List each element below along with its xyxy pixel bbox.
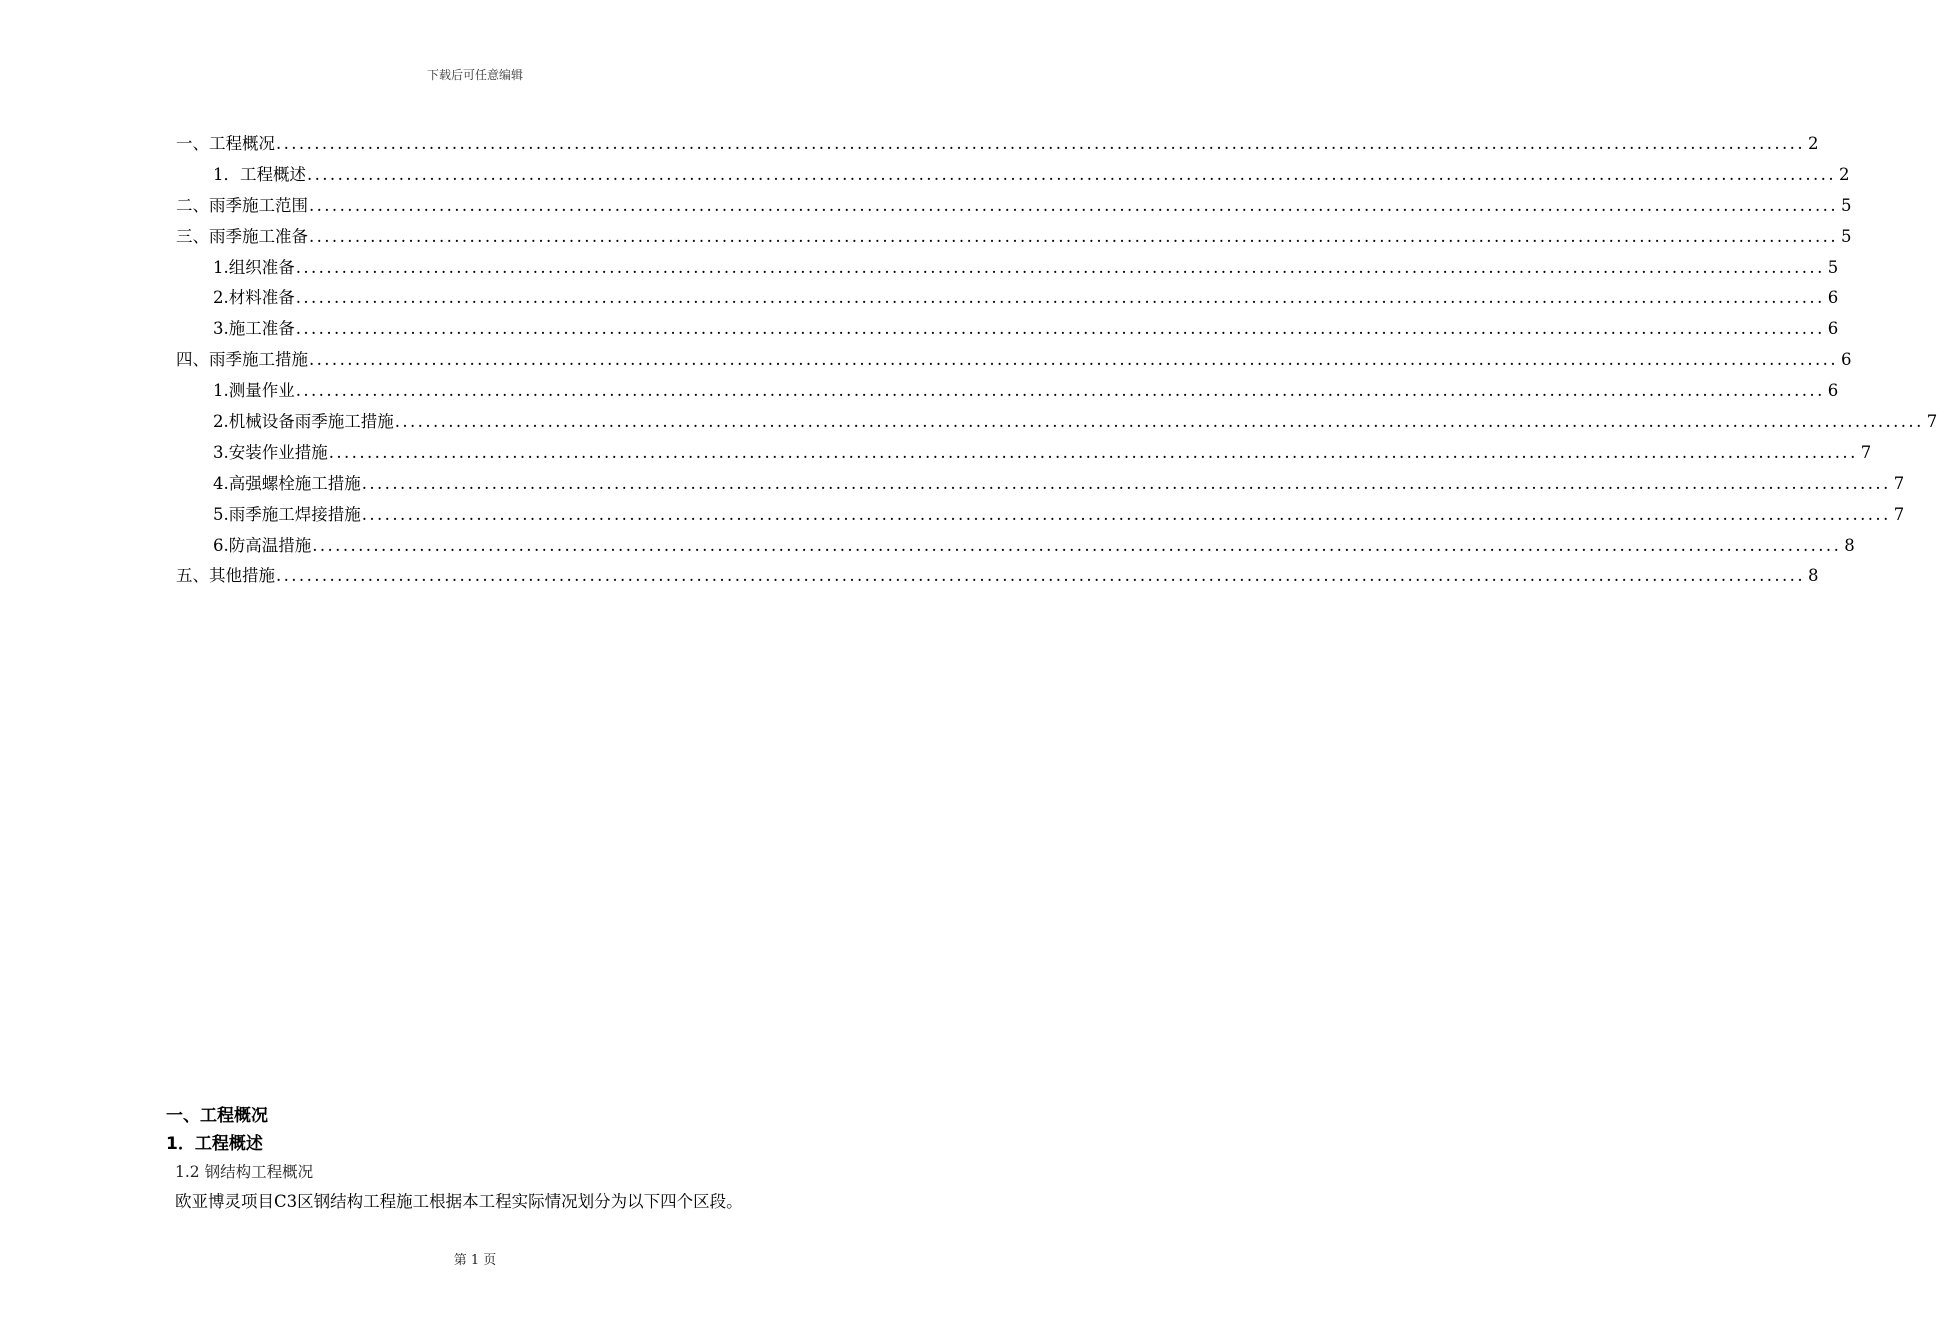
section-heading: 一、工程概况 bbox=[166, 1106, 268, 1126]
toc-page-number: 6 bbox=[1840, 350, 1852, 370]
toc-page-number: 8 bbox=[1844, 535, 1855, 555]
toc-entry-title: 1.测量作业 bbox=[213, 381, 295, 401]
toc-entry[interactable] bbox=[176, 438, 1872, 469]
toc-dot-leader: ........................................................................................................................................................................................................ bbox=[295, 288, 1825, 308]
toc-dot-leader: ........................................................................................................................................................................................................ bbox=[361, 504, 1891, 524]
toc-dot-leader: ........................................................................................................................................................................................................ bbox=[309, 350, 1838, 370]
toc-entry[interactable] bbox=[176, 561, 1819, 592]
toc-dot-leader: ........................................................................................................................................................................................................ bbox=[295, 381, 1825, 401]
toc-entry-title: 6.防高温措施 bbox=[213, 535, 312, 555]
toc-entry[interactable] bbox=[176, 500, 1905, 531]
page-header: 下载后可任意编辑 bbox=[426, 68, 523, 82]
toc-dot-leader: ........................................................................................................................................................................................................ bbox=[328, 442, 1858, 462]
toc-dot-leader: ........................................................................................................................................................................................................ bbox=[276, 134, 1805, 153]
toc-dot-leader: ........................................................................................................................................................................................................ bbox=[307, 164, 1836, 184]
page-footer: 第 1 页 bbox=[453, 1253, 497, 1268]
toc-dot-leader: ........................................................................................................................................................................................................ bbox=[312, 535, 1842, 555]
toc-page-number: 5 bbox=[1840, 226, 1852, 246]
toc-entry[interactable] bbox=[176, 222, 1852, 253]
toc-page-number: 6 bbox=[1827, 381, 1839, 401]
toc-entry-title: 5.雨季施工焊接措施 bbox=[213, 504, 361, 524]
toc-page-number: 7 bbox=[1926, 412, 1937, 432]
toc-entry[interactable] bbox=[176, 314, 1839, 345]
toc-entry[interactable] bbox=[176, 160, 1850, 191]
toc-page-number: 7 bbox=[1860, 442, 1872, 462]
toc-page-number: 6 bbox=[1827, 288, 1839, 308]
toc-page-number: 8 bbox=[1807, 566, 1819, 586]
toc-entry-title: 1．工程概述 bbox=[213, 164, 306, 184]
toc-page-number: 2 bbox=[1807, 134, 1819, 153]
toc-entry-title: 二、雨季施工范围 bbox=[176, 195, 308, 215]
toc-entry[interactable] bbox=[176, 283, 1839, 314]
toc-entry-title: 4.高强螺栓施工措施 bbox=[213, 473, 361, 493]
toc-entry[interactable] bbox=[176, 345, 1852, 376]
toc-entry-title: 五、其他措施 bbox=[176, 566, 275, 586]
toc-page-number: 5 bbox=[1840, 195, 1852, 215]
toc-dot-leader: ........................................................................................................................................................................................................ bbox=[309, 195, 1838, 215]
toc-page-number: 7 bbox=[1893, 473, 1905, 493]
toc-dot-leader: ........................................................................................................................................................................................................ bbox=[361, 473, 1891, 493]
toc-page-number: 5 bbox=[1827, 257, 1839, 277]
body-paragraph: 欧亚博灵项目C3区钢结构工程施工根据本工程实际情况划分为以下四个区段。 bbox=[175, 1192, 743, 1211]
subsubsection-heading: 1.2 钢结构工程概况 bbox=[175, 1163, 314, 1181]
toc-dot-leader: ........................................................................................................................................................................................................ bbox=[394, 412, 1924, 432]
toc-entry[interactable] bbox=[176, 191, 1852, 222]
toc-page-number: 6 bbox=[1827, 319, 1839, 339]
toc-entry-title: 一、工程概况 bbox=[176, 134, 275, 153]
table-of-contents bbox=[176, 129, 1937, 592]
toc-entry-title: 四、雨季施工措施 bbox=[176, 350, 308, 370]
toc-entry-title: 2.机械设备雨季施工措施 bbox=[213, 412, 394, 432]
toc-entry-title: 2.材料准备 bbox=[213, 288, 295, 308]
toc-page-number: 7 bbox=[1893, 504, 1905, 524]
toc-entry[interactable] bbox=[176, 129, 1819, 160]
toc-dot-leader: ........................................................................................................................................................................................................ bbox=[295, 257, 1825, 277]
toc-dot-leader: ........................................................................................................................................................................................................ bbox=[295, 319, 1825, 339]
toc-entry[interactable] bbox=[176, 407, 1937, 438]
toc-page-number: 2 bbox=[1838, 164, 1850, 184]
toc-entry[interactable] bbox=[176, 376, 1839, 407]
toc-entry-title: 1.组织准备 bbox=[213, 257, 295, 277]
toc-entry[interactable] bbox=[176, 531, 1855, 562]
toc-entry[interactable] bbox=[176, 469, 1905, 500]
toc-dot-leader: ........................................................................................................................................................................................................ bbox=[309, 226, 1838, 246]
subsection-heading: 1．工程概述 bbox=[166, 1134, 263, 1154]
toc-dot-leader: ........................................................................................................................................................................................................ bbox=[276, 566, 1805, 586]
toc-entry[interactable] bbox=[176, 253, 1839, 284]
document-body bbox=[166, 1102, 846, 1216]
toc-entry-title: 3.施工准备 bbox=[213, 319, 295, 339]
toc-entry-title: 三、雨季施工准备 bbox=[176, 226, 308, 246]
toc-entry-title: 3.安装作业措施 bbox=[213, 442, 328, 462]
